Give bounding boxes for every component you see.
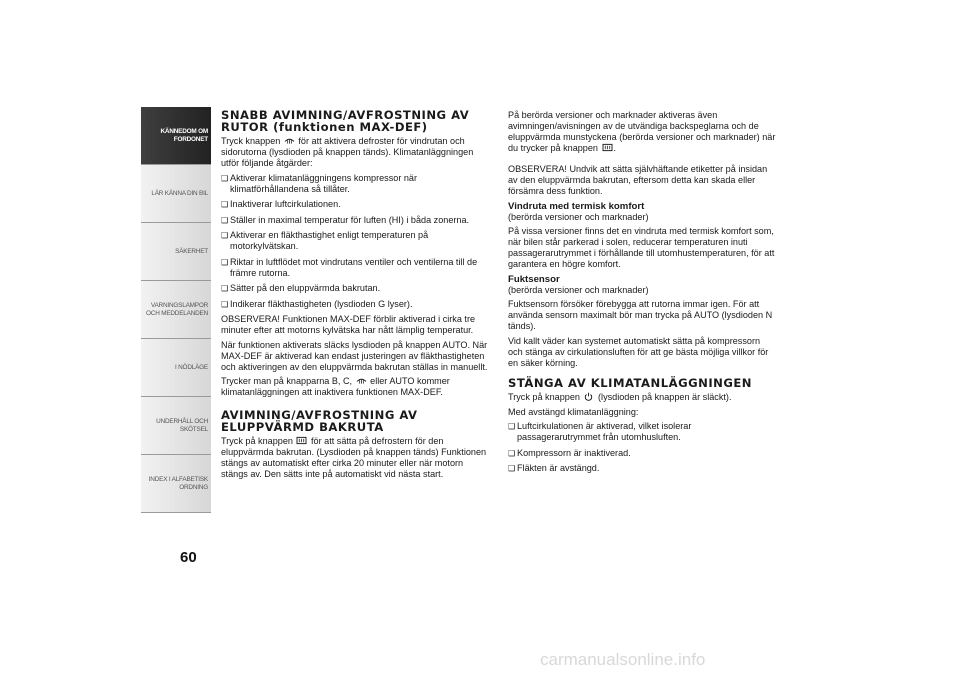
list-item: ❑ Aktiverar en fläkthastighet enligt temperaturen på motorkylvätskan. [221, 230, 489, 252]
paragraph: Med avstängd klimatanläggning: [508, 406, 639, 417]
chapter-tab-underhall[interactable] [141, 397, 211, 455]
tab-label-line1: I NÖDLÄGE [174, 363, 208, 371]
tab-label-line1: INDEX I ALFABETISK [148, 475, 208, 483]
paragraph: Fuktsensorn försöker förebygga att rutorna immar igen. För att använda sensorn maximalt bör man trycka på AUTO (lysdioden N tänds). [508, 299, 773, 331]
list-item: ❑ Riktar in luftflödet mot vindrutans ventiler och ventilerna till de främre rutorna. [221, 257, 489, 279]
list-item: ❑ Sätter på den eluppvärmda bakrutan. [221, 283, 489, 294]
chapter-tab-sakerhet[interactable] [141, 223, 211, 281]
right-column [508, 110, 776, 479]
text: för att aktivera defroster för vindrutan och sidorutorna (lysdioden på knappen tänds). Klimatanläggningen utför följande åtgärder: [221, 136, 474, 168]
list-item: ❑ Ställer in maximal temperatur för luften (HI) i båda zonerna. [221, 215, 489, 226]
list-item: ❑ Inaktiverar luftcirkulationen. [221, 199, 489, 210]
windscreen-defrost-icon [356, 376, 367, 385]
paragraph: När funktionen aktiverats släcks lysdioden på knappen AUTO. När MAX-DEF är aktiverad kan endast justeringen av fläkthastigheten och aktiveringen av den eluppvärmda bakrutan ställas in manuellt. [221, 339, 488, 372]
heading-rear-defrost: AVIMNING/AVFROSTNING AV ELUPPVÄRMD BAKRUTA [221, 408, 418, 434]
text: eller AUTO kommer klimatanläggningen att inaktivera funktionen MAX-DEF. [221, 376, 450, 397]
tab-label-line2: OCH MEDDELANDEN [146, 309, 208, 317]
list-item: ❑ Kompressorn är inaktiverad. [508, 448, 776, 459]
tab-label-line1: UNDERHÅLL OCH [156, 417, 208, 425]
action-list [221, 173, 489, 310]
text: Tryck knappen [221, 136, 281, 146]
paragraph: (berörda versioner och marknader) [508, 284, 649, 295]
text: Trycker man på knapparna B, C, [221, 376, 353, 386]
tab-label-line1: VARNINGSLAMPOR [150, 301, 208, 309]
tab-label-line2: FORDONET [173, 135, 208, 143]
list-item: ❑ Luftcirkulationen är aktiverad, vilket isolerar passagerarutrymmet från utomhusluften. [508, 421, 776, 443]
windscreen-defrost-icon [284, 136, 295, 145]
heading-fuktsensor: Fuktsensor [508, 273, 560, 285]
chapter-tab-index[interactable] [141, 455, 211, 513]
list-item: ❑ Fläkten är avstängd. [508, 463, 776, 474]
text: för att sätta på defrostern för den eluppvärmda bakrutan. (Lysdioden på knappen tänds) Funktionen stängs av automatiskt efter cirka 20 minuter eller när motorn stängs av. Den sätts inte på automatiskt vid nästa start. [221, 436, 487, 479]
tab-label-line1: LÄR KÄNNA DIN BIL [151, 189, 208, 197]
tab-label-line2: SKÖTSEL [179, 425, 208, 433]
paragraph [508, 392, 776, 403]
watermark: carmanualsonline.info [540, 650, 706, 669]
rear-window-defrost-icon [602, 143, 613, 152]
paragraph: OBSERVERA! Funktionen MAX-DEF förblir aktiverad i cirka tre minuter efter att motorns kylvätska har nått lämplig temperatur. [221, 314, 476, 335]
heading-stanga-av: STÄNGA AV KLIMATANLÄGGNINGEN [508, 375, 752, 390]
chapter-sidebar [141, 107, 211, 513]
text: Tryck på knappen [221, 436, 293, 446]
chapter-tab-lar-kanna[interactable] [141, 165, 211, 223]
paragraph: Vid kallt väder kan systemet automatiskt sätta på kompressorn och stänga av cirkulationsluften för att ge bästa möjliga villkor för en säker körning. [508, 335, 769, 368]
page-number: 60 [180, 549, 197, 566]
tab-label-line1: SÄKERHET [175, 247, 208, 255]
paragraph [508, 110, 776, 154]
heading-vindruta: Vindruta med termisk komfort [508, 200, 645, 212]
heading-max-def: SNABB AVIMNING/AVFROSTNING AV RUTOR (funktionen MAX-DEF) [221, 108, 470, 134]
power-icon [583, 392, 594, 401]
text: . [613, 143, 617, 153]
off-state-list [508, 421, 776, 474]
paragraph: OBSERVERA! Undvik att sätta självhäftande etiketter på insidan av den eluppvärmda bakrutan, eftersom detta kan skada eller försämra dess funktion. [508, 164, 768, 196]
text: Tryck på knappen [508, 392, 580, 402]
chapter-tab-nodlage[interactable] [141, 339, 211, 397]
tab-label-line1: KÄNNEDOM OM [160, 127, 208, 135]
list-item: ❑ Indikerar fläkthastigheten (lysdioden G lyser). [221, 299, 489, 310]
left-column [221, 110, 489, 484]
rear-window-defrost-icon [296, 436, 307, 445]
paragraph [221, 436, 489, 480]
paragraph: På vissa versioner finns det en vindruta med termisk komfort som, när bilen står parkerad i solen, reducerar temperaturen inuti passagerarutrymmet i förhållande till utomhustemperaturen, för att garantera en högre komfort. [508, 226, 775, 269]
text: (lysdioden på knappen är släckt). [598, 392, 732, 402]
tab-label-line2: ORDNING [179, 483, 208, 491]
chapter-tab-varningslampor[interactable] [141, 281, 211, 339]
paragraph [221, 376, 489, 398]
paragraph: (berörda versioner och marknader) [508, 211, 649, 222]
list-item: ❑ Aktiverar klimatanläggningens kompressor när klimatförhållandena så tillåter. [221, 173, 489, 195]
paragraph [221, 136, 489, 169]
chapter-tab-kannedom[interactable] [141, 107, 211, 165]
text: På berörda versioner och marknader aktiveras även avimningen/avisningen av de utvändiga backspeglarna och de eluppvärmda munstyckena (berörda versioner och marknader) när du trycker på knappen [508, 110, 776, 153]
